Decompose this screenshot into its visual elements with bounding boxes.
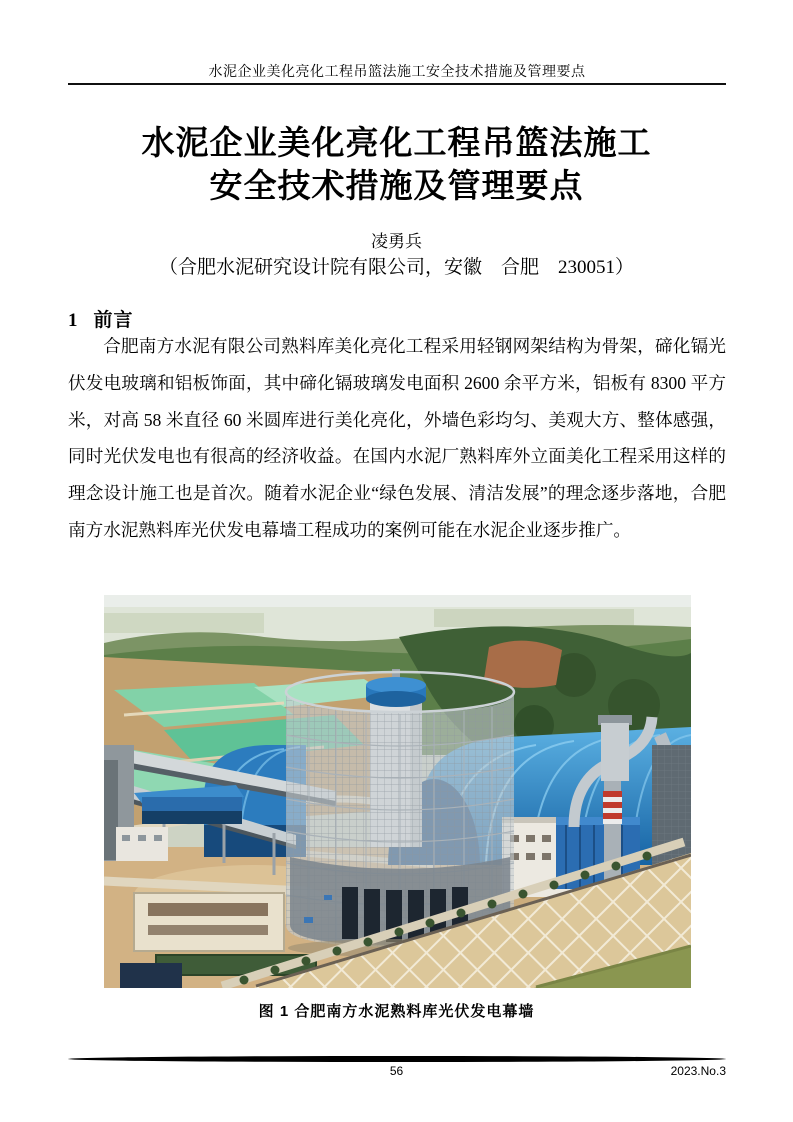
figure-1-caption: 图 1 合肥南方水泥熟料库光伏发电幕墙 xyxy=(258,1003,535,1020)
header-rule xyxy=(68,83,726,85)
author-name: 凌勇兵 xyxy=(371,232,422,251)
section-1-title: 前言 xyxy=(93,310,134,331)
article-title-line1: 水泥企业美化亮化工程吊篮法施工 xyxy=(141,126,652,162)
author-affiliation: （合肥水泥研究设计院有限公司，安徽 合肥 230051） xyxy=(158,257,634,278)
article-title-line2: 安全技术措施及管理要点 xyxy=(209,169,584,205)
page-number: 56 xyxy=(389,1064,404,1078)
footer-rule xyxy=(68,1056,726,1062)
figure-1-photo xyxy=(104,595,691,988)
issue-label: 2023.No.3 xyxy=(670,1064,726,1078)
plant-aerial-illustration xyxy=(104,595,691,988)
section-1-paragraph: 合肥南方水泥有限公司熟料库美化亮化工程采用轻钢网架结构为骨架，碲化镉光伏发电玻璃和铝板饰面，其中碲化镉玻璃发电面积 2600 余平方米，铝板有 8300 平方米，对高 58 米直径 60 米圆库进行美化亮化，外墙色彩均匀、美观大方、整体感强，同时光伏发电也有很高的经济收益。在国内水泥厂熟料库外立面美化工程采用这样的理念设计施工也是首次。随着水泥企业“绿色发展、清洁发展”的理念逐步落地，合肥南方水泥熟料库光伏发电幕墙工程成功的案例可能在水泥企业逐步推广。 xyxy=(68,336,726,540)
section-1-number: 1 xyxy=(68,310,79,331)
running-header: 水泥企业美化亮化工程吊篮法施工安全技术措施及管理要点 xyxy=(208,65,586,80)
article-title xyxy=(0,123,793,209)
